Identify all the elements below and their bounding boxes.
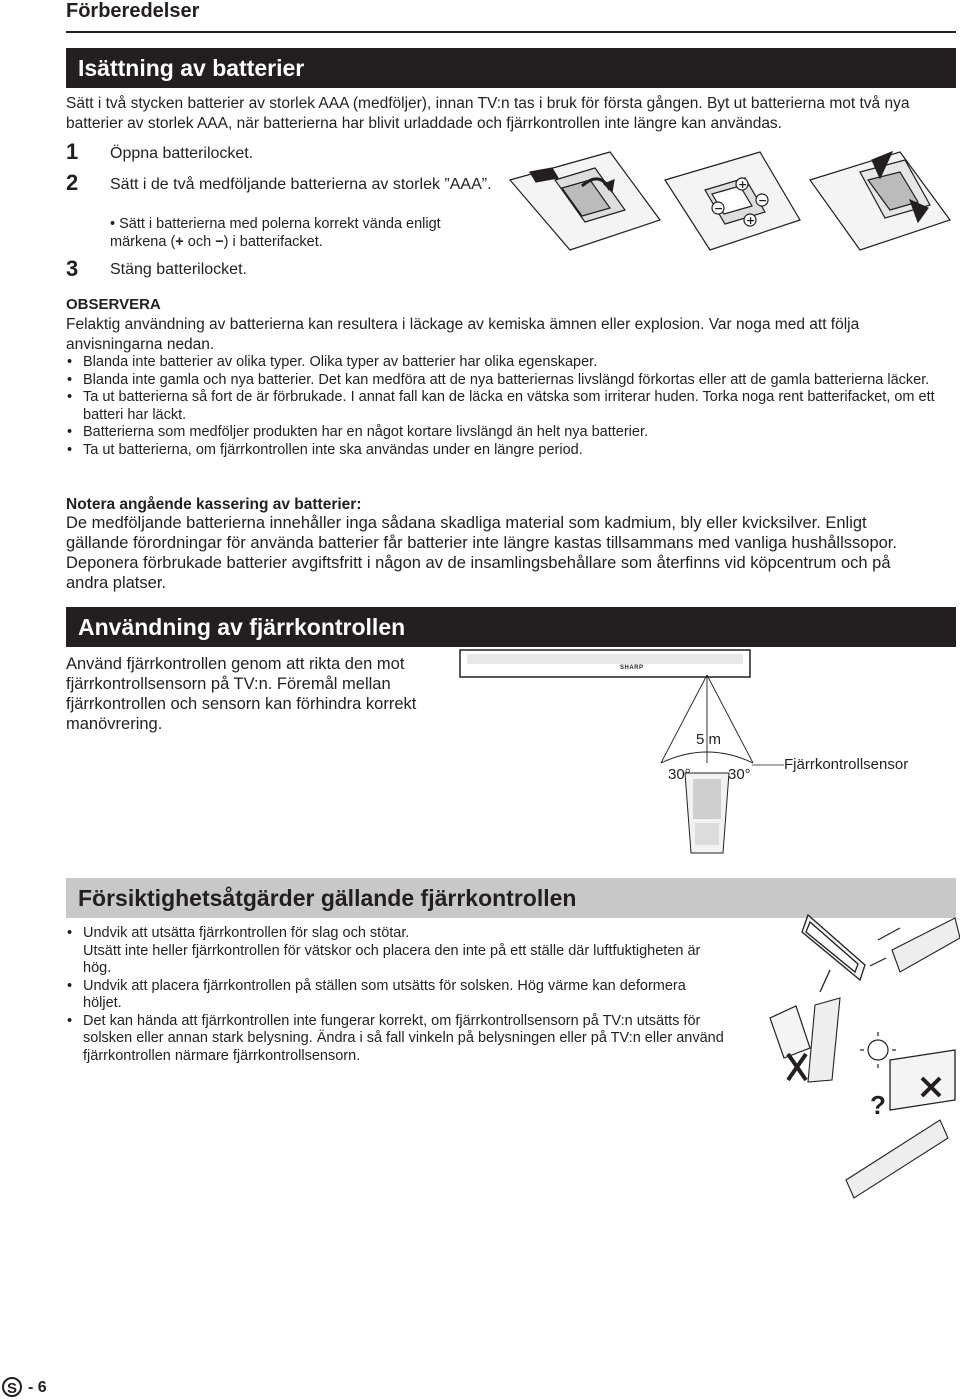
list-item: • Blanda inte gamla och nya batterier. Det kan medföra att de nya batteriernas livslängd förkortas eller att de gamla batterierna läcker.	[66, 372, 958, 390]
minus-symbol: −	[215, 234, 224, 250]
page-language-badge: S	[2, 1377, 22, 1397]
minus-mark: −	[714, 202, 724, 215]
list-item: • Batterierna som medföljer produkten har en något kortare livslängd än helt nya batterier.	[66, 424, 958, 442]
remote-close-cover-icon	[810, 152, 950, 250]
prohibited-x-icon	[788, 1054, 806, 1080]
remote-open-cover-icon	[510, 152, 660, 250]
step-2	[66, 170, 78, 196]
list-item: • Det kan hända att fjärrkontrollen inte fungerar korrekt, om fjärrkontrollsensorn på TV:n utsätts för solsken eller annan stark belysning. Ändra i så fall vinkeln på belysningen eller på TV:n eller använd fjärrkontrollen närmare fjärrkontrollsensorn.	[66, 1013, 726, 1066]
remote-shock-icon	[870, 918, 960, 972]
distance-label: 5 m	[696, 731, 722, 748]
observe-list	[66, 354, 958, 459]
step-2-text: Sätt i de två medföljande batterierna av storlek ”AAA”.	[110, 176, 492, 193]
angle-left-label: 30°	[668, 766, 691, 783]
plus-mark: +	[746, 214, 756, 227]
list-item: • Ta ut batterierna så fort de är förbrukade. I annat fall kan de läcka en vätska som irriterar huden. Torka noga rent batterifacket, om ett batteri har läckt.	[66, 389, 958, 424]
step-number: 1	[66, 139, 79, 164]
chapter-rule	[66, 31, 956, 33]
remote-insert-batteries-icon	[665, 152, 800, 250]
remote-wet-icon	[808, 998, 840, 1082]
step-number: 2	[66, 170, 79, 195]
list-item: • Ta ut batterierna, om fjärrkontrollen inte ska användas under en längre period.	[66, 442, 958, 460]
usage-text: Använd fjärrkontrollen genom att rikta den mot fjärrkontrollsensorn på TV:n. Föremål mellan fjärrkontrollen och sensorn kan förhindra korrekt manövrering.	[66, 655, 417, 733]
precaution-illustration	[750, 910, 960, 1210]
range-lines	[661, 675, 753, 763]
section-title-usage: Användning av fjärrkontrollen	[78, 614, 406, 640]
bullet-dot: •	[110, 216, 120, 232]
chapter-title: Förberedelser	[66, 0, 200, 22]
tv-icon	[460, 650, 750, 677]
step-2-bullet	[110, 215, 490, 251]
battery-intro: Sätt i två stycken batterier av storlek AAA (medföljer), innan TV:n tas i bruk för första gången. Byt ut batterierna mot två nya batterier av storlek AAA, när batterierna har blivit urladdade och fjärrkontrollen inte längre kan användas.	[66, 95, 910, 132]
disposal-text: De medföljande batterierna innehåller inga sådana skadliga material som kadmium, bly eller kvicksilver. Enligt gällande förordningar för använda batterier får batterier inte längre kastas tillsammans med vanliga hushållssopor. Deponera förbrukade batterier avgiftsfritt i någon av de insamlingsbehållare som återfinns vid köpcentrum och på andra platser.	[66, 514, 897, 592]
minus-mark: −	[758, 194, 768, 207]
disposal-title: Notera angående kassering av batterier:	[66, 496, 362, 513]
step-2-bullet-a: Sätt i batterierna med polerna korrekt vända enligt märkena (	[110, 216, 441, 250]
step-3	[66, 256, 78, 282]
plus-mark: +	[738, 178, 748, 191]
step-3-text: Stäng batterilocket.	[110, 261, 247, 278]
water-glass-icon	[770, 1006, 810, 1058]
sensor-leader-line	[752, 762, 786, 768]
battery-illustration	[500, 150, 960, 260]
observe-title: OBSERVERA	[66, 296, 161, 313]
och-text: och	[183, 234, 216, 250]
sensor-label: Fjärrkontrollsensor	[784, 756, 909, 773]
remote-range-diagram	[455, 645, 755, 860]
question-mark: ?	[870, 1090, 886, 1120]
section-title-precautions: Försiktighetsåtgärder gällande fjärrkontrollen	[78, 885, 577, 911]
list-item: • Undvik att utsätta fjärrkontrollen för slag och stötar. Utsätt inte heller fjärrkontrollen för vätskor och placera den inte på ett ställe där luftfuktigheten är hög.	[66, 925, 726, 978]
remote-angled-icon	[846, 1120, 948, 1198]
angle-right-label: 30°	[728, 766, 751, 783]
plus-symbol: +	[175, 234, 184, 250]
step-1-text: Öppna batterilocket.	[110, 145, 254, 162]
step-1	[66, 139, 78, 165]
list-item: • Blanda inte batterier av olika typer. Olika typer av batterier har olika egenskaper.	[66, 354, 958, 372]
step-number: 3	[66, 256, 79, 281]
section-header-usage	[66, 607, 956, 647]
list-item: • Undvik att placera fjärrkontrollen på ställen som utsätts för solsken. Hög värme kan deformera höljet.	[66, 978, 726, 1013]
page-number: - 6	[28, 1379, 47, 1396]
section-header-batteries	[66, 48, 956, 88]
brand-logo: SHARP	[620, 665, 644, 671]
section-title-batteries: Isättning av batterier	[78, 55, 305, 81]
tv-outline-icon	[802, 915, 865, 992]
step-2-bullet-b: ) i batterifacket.	[223, 234, 323, 250]
precaution-list	[66, 925, 726, 1065]
remote-control-icon	[685, 773, 729, 853]
observe-text: Felaktig användning av batterierna kan resultera i läckage av kemiska ämnen eller explosion. Var noga med att följa anvisningarna nedan.	[66, 316, 860, 353]
